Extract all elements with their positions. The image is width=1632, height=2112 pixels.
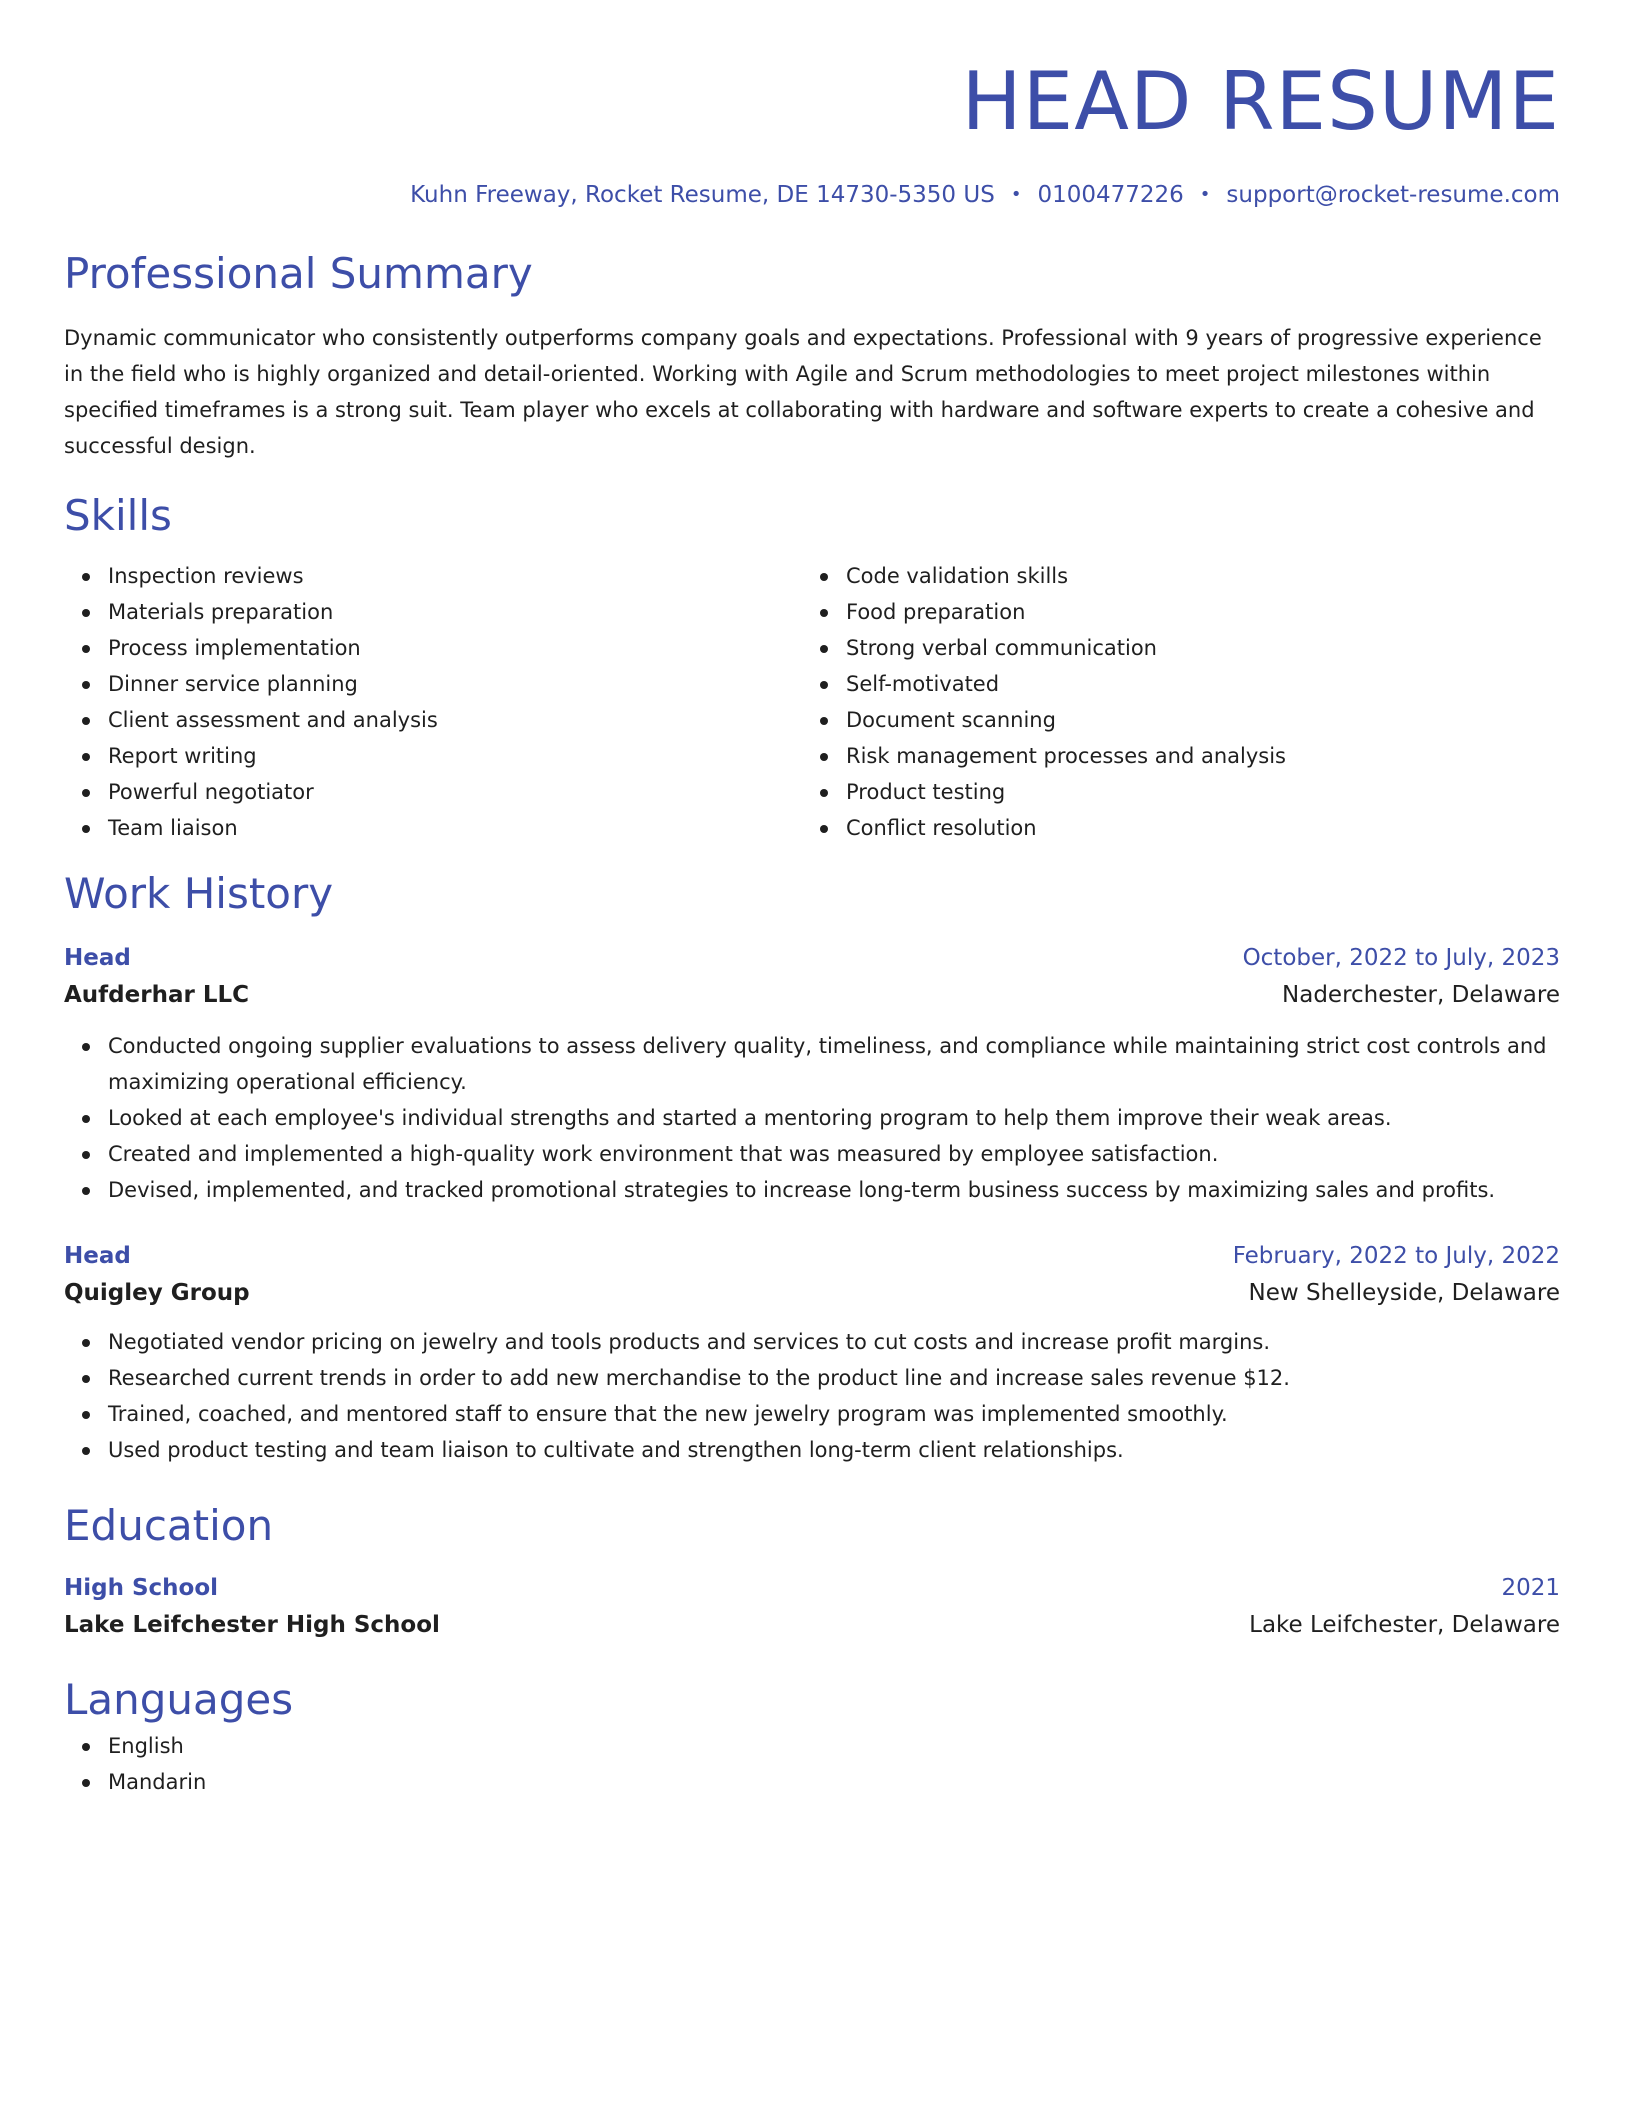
- skills-column-left: [64, 558, 802, 846]
- job-location: New Shelleyside, Delaware: [1248, 1280, 1560, 1306]
- languages-heading: Languages: [64, 1675, 294, 1724]
- education-heading: Education: [64, 1501, 274, 1550]
- education-school: Lake Leifchester High School: [64, 1612, 440, 1638]
- job-title: Head: [64, 1243, 131, 1269]
- job-company: Quigley Group: [64, 1280, 250, 1306]
- job-duties: [64, 1324, 1560, 1468]
- skill-item: Inspection reviews: [108, 558, 802, 594]
- education-degree: High School: [64, 1575, 219, 1601]
- skill-item: Report writing: [108, 738, 802, 774]
- contact-address: Kuhn Freeway, Rocket Resume, DE 14730-5350 US: [410, 182, 995, 208]
- skill-item: Powerful negotiator: [108, 774, 802, 810]
- contact-email: support@rocket-resume.com: [1226, 182, 1560, 208]
- contact-phone: 0100477226: [1037, 182, 1184, 208]
- job-dates: October, 2022 to July, 2023: [1242, 945, 1560, 971]
- job-dates: February, 2022 to July, 2022: [1232, 1243, 1560, 1269]
- contact-separator: •: [1199, 184, 1211, 205]
- job-duty: Looked at each employee's individual strengths and started a mentoring program to help them improve their weak areas.: [108, 1100, 1560, 1136]
- skill-item: Food preparation: [846, 594, 1540, 630]
- languages-list: [64, 1728, 1560, 1800]
- summary-heading: Professional Summary: [64, 249, 533, 298]
- education-year: 2021: [1501, 1575, 1560, 1601]
- job-duty: Negotiated vendor pricing on jewelry and tools products and services to cut costs and increase profit margins.: [108, 1324, 1560, 1360]
- skill-item: Materials preparation: [108, 594, 802, 630]
- skills-heading: Skills: [64, 491, 172, 540]
- skills-column-right: [802, 558, 1540, 846]
- job-location: Naderchester, Delaware: [1282, 982, 1560, 1008]
- work-history-heading: Work History: [64, 869, 334, 918]
- job-header: [64, 1238, 1560, 1274]
- education-subheader: [64, 1606, 1560, 1644]
- skill-item: Risk management processes and analysis: [846, 738, 1540, 774]
- job-subheader: [64, 1274, 1560, 1312]
- job-header: [64, 940, 1560, 976]
- skill-item: Strong verbal communication: [846, 630, 1540, 666]
- skill-item: Process implementation: [108, 630, 802, 666]
- education-location: Lake Leifchester, Delaware: [1249, 1612, 1560, 1638]
- skill-item: Team liaison: [108, 810, 802, 846]
- skill-item: Conflict resolution: [846, 810, 1540, 846]
- language-item: Mandarin: [108, 1764, 1560, 1800]
- skills-list: [64, 558, 1560, 846]
- resume-name: HEAD RESUME: [961, 55, 1560, 148]
- job-duty: Devised, implemented, and tracked promotional strategies to increase long-term business success by maximizing sales and profits.: [108, 1172, 1560, 1208]
- job-entry: [64, 940, 1560, 1208]
- skill-item: Self-motivated: [846, 666, 1540, 702]
- skill-item: Document scanning: [846, 702, 1540, 738]
- job-duty: Used product testing and team liaison to cultivate and strengthen long-term client relationships.: [108, 1432, 1560, 1468]
- job-duties: [64, 1028, 1560, 1208]
- education-entry: [64, 1570, 1560, 1644]
- resume-page: [64, 0, 1560, 1800]
- job-duty: Conducted ongoing supplier evaluations to assess delivery quality, timeliness, and compliance while maintaining strict cost controls and maximizing operational efficiency.: [108, 1028, 1560, 1100]
- summary-text: Dynamic communicator who consistently outperforms company goals and expectations. Professional with 9 years of progressive experience in the field who is highly organized and detail-oriented. Working with Agile and Scrum methodologies to meet project milestones within specified timeframes is a strong suit. Team player who excels at collaborating with hardware and software experts to create a cohesive and successful design.: [64, 326, 1542, 458]
- job-entry: [64, 1238, 1560, 1468]
- job-duty: Created and implemented a high-quality work environment that was measured by employee satisfaction.: [108, 1136, 1560, 1172]
- education-header: [64, 1570, 1560, 1606]
- job-title: Head: [64, 945, 131, 971]
- skill-item: Code validation skills: [846, 558, 1540, 594]
- job-duty: Researched current trends in order to add new merchandise to the product line and increase sales revenue $12.: [108, 1360, 1560, 1396]
- job-company: Aufderhar LLC: [64, 982, 250, 1008]
- job-subheader: [64, 976, 1560, 1014]
- language-item: English: [108, 1728, 1560, 1764]
- skill-item: Client assessment and analysis: [108, 702, 802, 738]
- skill-item: Dinner service planning: [108, 666, 802, 702]
- skill-item: Product testing: [846, 774, 1540, 810]
- contact-line: [64, 178, 1560, 212]
- job-duty: Trained, coached, and mentored staff to ensure that the new jewelry program was implemented smoothly.: [108, 1396, 1560, 1432]
- contact-separator: •: [1010, 184, 1022, 205]
